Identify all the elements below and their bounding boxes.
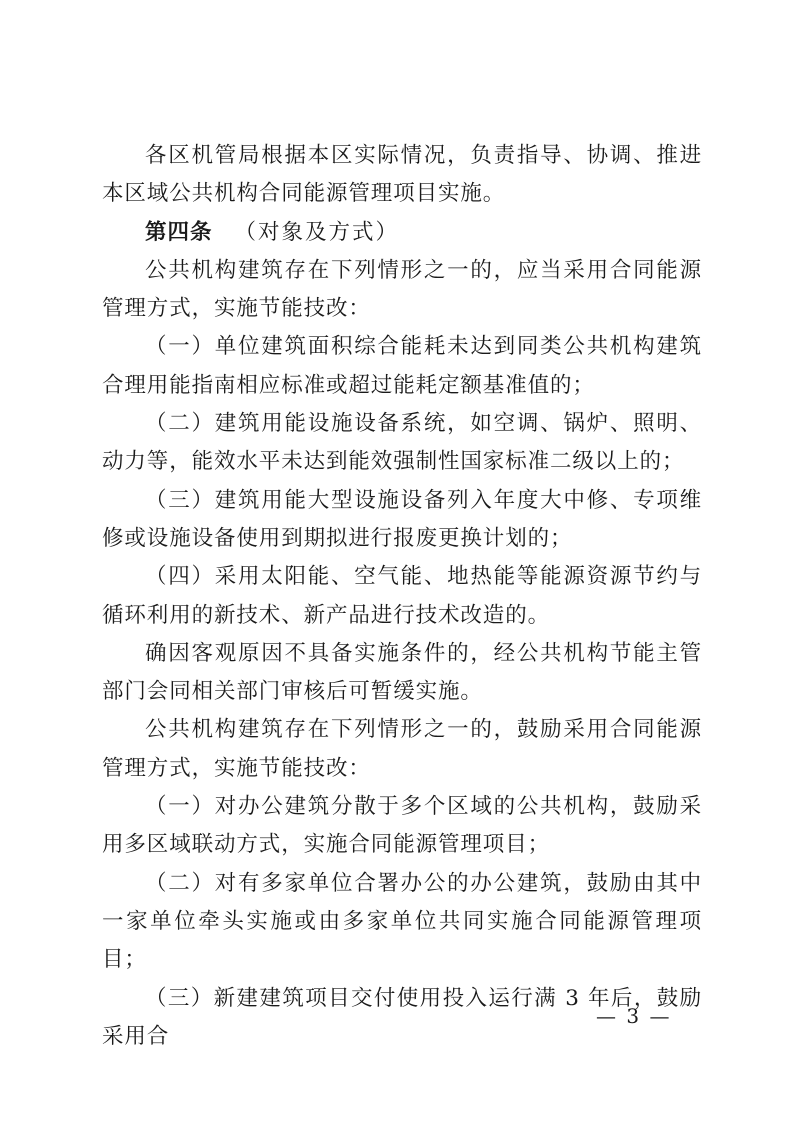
list-item-encouraged-1: （一）对办公建筑分散于多个区域的公共机构，鼓励采用多区域联动方式，实施合同能源管理项目； [102, 794, 702, 858]
article-heading [102, 214, 702, 252]
paragraph-encouraged-intro: 公共机构建筑存在下列情形之一的，鼓励采用合同能源管理方式，实施节能技改： [102, 717, 702, 781]
page-number: — 3 — [596, 1004, 672, 1028]
paragraph-district-responsibility: 各区机管局根据本区实际情况，负责指导、协调、推进本区域公共机构合同能源管理项目实施。 [102, 143, 702, 207]
list-item-mandatory-4: （四）采用太阳能、空气能、地热能等能源资源节约与循环利用的新技术、新产品进行技术改造的。 [102, 564, 702, 628]
article-number: 第四条 [145, 219, 213, 245]
list-item-mandatory-3: （三）建筑用能大型设施设备列入年度大中修、专项维修或设施设备使用到期拟进行报废更换计划的； [102, 487, 702, 551]
list-item-encouraged-3: （三）新建建筑项目交付使用投入运行满 3 年后，鼓励采用合 [102, 985, 702, 1049]
list-item-mandatory-1: （一）单位建筑面积综合能耗未达到同类公共机构建筑合理用能指南相应标准或超过能耗定额基准值的； [102, 334, 702, 398]
document-body [102, 137, 702, 1056]
paragraph-deferral: 确因客观原因不具备实施条件的，经公共机构节能主管部门会同相关部门审核后可暂缓实施。 [102, 640, 702, 705]
paragraph-mandatory-intro: 公共机构建筑存在下列情形之一的，应当采用合同能源管理方式，实施节能技改： [102, 257, 702, 322]
list-item-encouraged-2: （二）对有多家单位合署办公的办公建筑，鼓励由其中一家单位牵头实施或由多家单位共同实施合同能源管理项目； [102, 870, 702, 973]
article-topic: （对象及方式） [234, 219, 400, 245]
list-item-mandatory-2: （二）建筑用能设施设备系统，如空调、锅炉、照明、动力等，能效水平未达到能效强制性国家标准二级以上的； [102, 411, 702, 475]
